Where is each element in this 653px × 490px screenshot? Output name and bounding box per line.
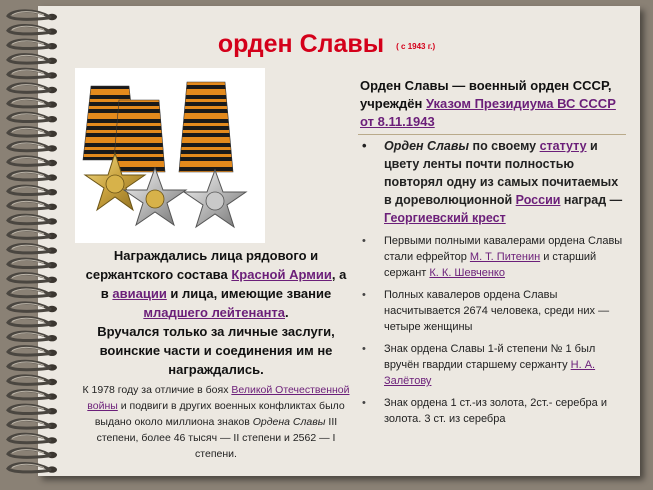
list-item-first-degree-number-one: • Знак ордена Славы 1-й степени № 1 был вручён гвардии старшему сержанту Н. А. Залётову — [362, 343, 596, 387]
spiral-ring — [8, 171, 57, 180]
spiral-ring — [8, 157, 57, 166]
heading-divider — [358, 134, 626, 135]
spiral-ring — [8, 186, 57, 195]
order-of-glory-medals-image — [75, 68, 265, 243]
spiral-ring — [8, 390, 57, 399]
spiral-ring — [8, 405, 57, 414]
spiral-ring — [8, 230, 57, 239]
spiral-ring — [8, 332, 57, 341]
title-subtitle: ( с 1943 г.) — [396, 42, 436, 51]
award-statistics-paragraph: К 1978 году за отличие в боях Великой Отечественной войны и подвиги в других военных конфликтах было выдано около миллиона знаков Ордена Славы III степени, более 46 тысяч — II степени и 2562 — I степени. — [82, 384, 350, 460]
link-russia[interactable]: России — [515, 193, 561, 207]
spiral-ring — [8, 274, 57, 283]
title-main: орден Славы — [217, 30, 385, 58]
list-item-full-holders-count: • Полных кавалеров ордена Славы насчитывается 2674 человека, среди них — четыре женщины — [362, 289, 610, 333]
spiral-ring — [8, 449, 57, 458]
spiral-ring — [8, 303, 57, 312]
list-item-materials: • Знак ордена 1 ст.-из золота, 2ст.- серебра и золота. 3 ст. из серебра — [362, 397, 607, 425]
link-aviation[interactable]: авиации — [112, 286, 167, 301]
slide-title — [0, 30, 653, 59]
spiral-ring — [8, 142, 57, 151]
link-great-patriotic-war[interactable]: Великой Отечественной войны — [87, 384, 350, 412]
link-pitenin[interactable]: М. Т. Питенин — [469, 251, 541, 263]
spiral-ring — [8, 288, 57, 297]
spiral-ring — [8, 420, 57, 429]
awarded-description — [80, 246, 352, 379]
list-item-statute: • Орден Славы по своему статуту и цвету ленты почти полностью повторял одну из самых почитаемых в дореволюционной России наград — Георгиевский крест — [362, 138, 623, 225]
link-statute[interactable]: статуту — [539, 139, 587, 153]
spiral-ring — [8, 113, 57, 122]
personal-merit-paragraph: Вручался только за личные заслуги, воинские части и соединения им не награждались. — [97, 324, 335, 377]
spiral-ring — [8, 69, 57, 78]
spiral-ring — [8, 11, 57, 20]
spiral-ring — [8, 376, 57, 385]
facts-list — [352, 137, 628, 433]
spiral-ring — [8, 361, 57, 370]
spiral-ring — [8, 434, 57, 443]
spiral-ring — [8, 244, 57, 253]
link-shevchenko[interactable]: К. К. Шевченко — [429, 267, 505, 279]
link-zalyotov[interactable]: Н. А. Залётову — [384, 359, 596, 387]
spiral-ring — [8, 215, 57, 224]
spiral-ring — [8, 98, 57, 107]
spiral-ring — [8, 201, 57, 210]
spiral-binding — [4, 8, 68, 478]
link-red-army[interactable]: Красной Армии — [231, 267, 332, 282]
order-definition-heading: Орден Славы — военный орден СССР, учреждён Указом Президиума ВС СССР от 8.11.1943 — [360, 78, 616, 129]
link-george-cross[interactable]: Георгиевский крест — [384, 211, 506, 225]
spiral-ring — [8, 128, 57, 137]
link-junior-lieutenant[interactable]: младшего лейтенанта — [143, 305, 286, 320]
spiral-ring — [8, 259, 57, 268]
awarded-paragraph: Награждались лица рядового и сержантского состава Красной Армии, а в авиации и лица, имеющие звание младшего лейтенанта. — [85, 248, 347, 320]
spiral-ring — [8, 317, 57, 326]
spiral-ring — [8, 84, 57, 93]
link-presidium-decree[interactable]: Указом Президиума ВС СССР от 8.11.1943 — [360, 96, 616, 129]
spiral-ring — [8, 463, 57, 472]
spiral-ring — [8, 347, 57, 356]
list-item-first-holders: • Первыми полными кавалерами ордена Славы стали ефрейтор М. Т. Питенин и старший сержант К. К. Шевченко — [362, 235, 623, 279]
